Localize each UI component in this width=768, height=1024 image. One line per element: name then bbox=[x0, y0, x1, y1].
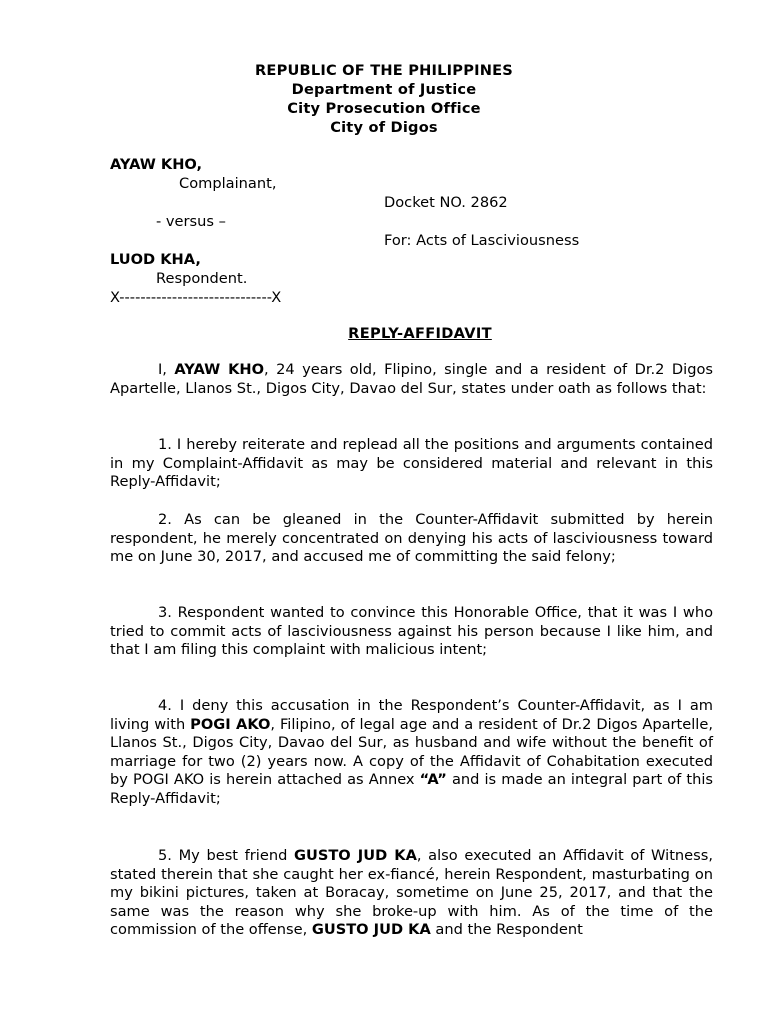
paragraph-3: 3. Respondent wanted to convince this Honorable Office, that it was I who tried to commit acts of lasciviousness against his person because I like him, and that I am filing this complaint with malicious intent; bbox=[110, 604, 713, 659]
header-city: City of Digos bbox=[330, 119, 438, 136]
para4-text-middle: , Filipino, of legal age and a resident of Dr.2 Digos Apartelle, Llanos St., Digos City, Davao del Sur, as husband and wife without the benefit of marriage for two (2) years now. A copy of the Affidavit of Cohabitation executed by POGI AKO is herein attached as Annex bbox=[110, 715, 713, 789]
versus-label: - versus – bbox=[156, 213, 226, 230]
complainant-name: AYAW KHO, bbox=[110, 156, 203, 173]
caption-separator: X-----------------------------X bbox=[110, 289, 282, 306]
annex-label: “A” bbox=[419, 771, 447, 789]
respondent-role: Respondent. bbox=[156, 270, 248, 287]
para5-text-after: and the Respondent bbox=[430, 921, 583, 939]
para4-text-after: and is made an integral part of this Reply-Affidavit; bbox=[110, 771, 713, 807]
para5-text-before: 5. My best friend bbox=[158, 847, 294, 864]
respondent-name: LUOD KHA, bbox=[110, 251, 201, 268]
intro-paragraph bbox=[110, 361, 713, 398]
paragraph-1: 1. I hereby reiterate and replead all the positions and arguments contained in my Complaint-Affidavit as may be considered material and relevant in this Reply-Affidavit; bbox=[110, 436, 713, 491]
witness-name-repeat: GUSTO JUD KA bbox=[311, 921, 431, 939]
para5-text-middle: , also executed an Affidavit of Witness, stated therein that she caught her ex-fiancé, herein Respondent, masturbating on my bikini pictures, taken at Boracay, sometime on June 25, 2017, and that the same was the reason why she broke-up with him. As of the time of the commission of the offense, bbox=[110, 847, 714, 939]
affiant-name: AYAW KHO bbox=[174, 361, 265, 378]
header-department: Department of Justice bbox=[291, 81, 477, 98]
paragraph-2: 2. As can be gleaned in the Counter-Affidavit submitted by herein respondent, he merely concentrated on denying his acts of lasciviousness toward me on June 30, 2017, and accused me of committing the said felony; bbox=[110, 511, 713, 566]
docket-number: Docket NO. 2862 bbox=[384, 194, 508, 211]
header-office: City Prosecution Office bbox=[287, 100, 481, 117]
charge-label: For: Acts of Lasciviousness bbox=[384, 232, 580, 249]
paragraph-4 bbox=[110, 697, 713, 809]
para4-text-before: 4. I deny this accusation in the Respondent’s Counter-Affidavit, as I am living with bbox=[110, 697, 713, 733]
complainant-role: Complainant, bbox=[179, 175, 277, 192]
intro-text-after: , 24 years old, Flipino, single and a resident of Dr.2 Digos Apartelle, Llanos St., Digos City, Davao del Sur, states under oath as follows that: bbox=[110, 361, 713, 397]
document-title: REPLY-AFFIDAVIT bbox=[348, 325, 492, 342]
witness-name: GUSTO JUD KA bbox=[294, 847, 417, 864]
cohabitant-name: POGI AKO bbox=[190, 715, 271, 733]
header-republic: REPUBLIC OF THE PHILIPPINES bbox=[254, 62, 514, 79]
intro-text-before: I, bbox=[158, 361, 175, 378]
paragraph-5 bbox=[110, 847, 713, 940]
